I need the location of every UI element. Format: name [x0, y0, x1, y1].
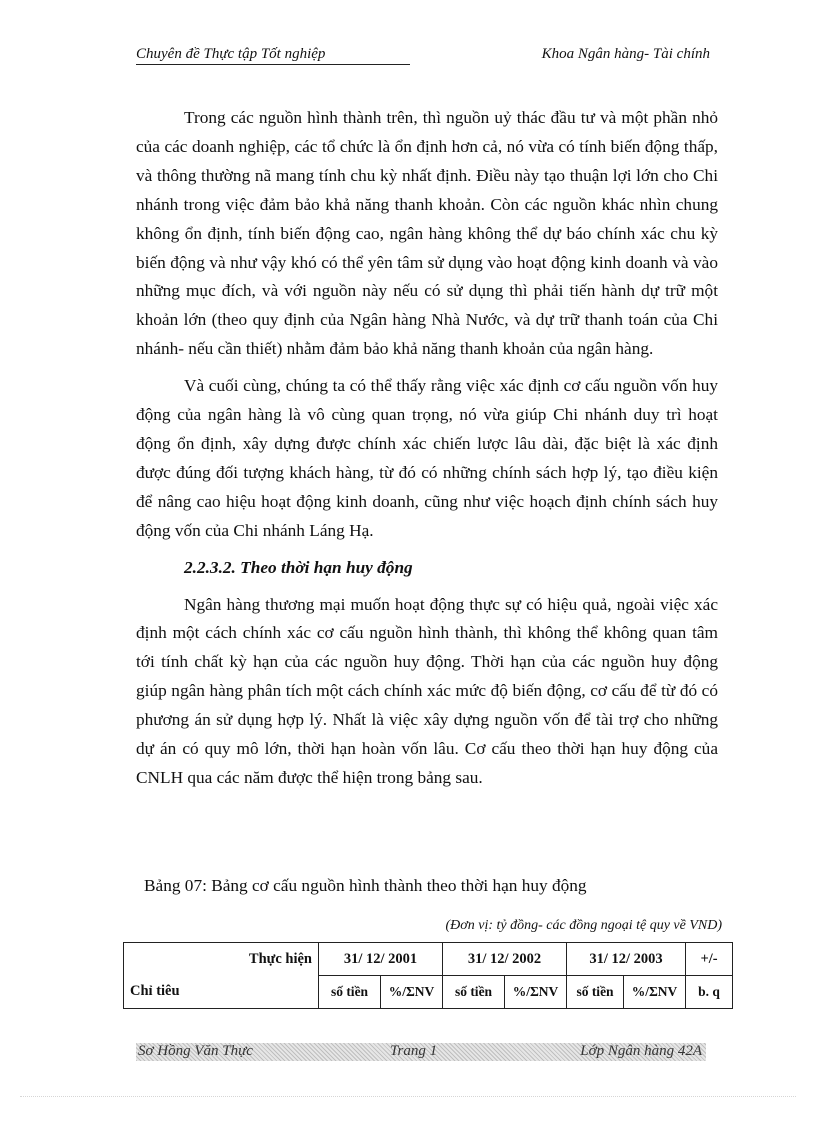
subheader-change: b. q [686, 976, 733, 1009]
footer-author: Sơ Hồng Văn Thực [138, 1043, 253, 1059]
footer-class: Lớp Ngân hàng 42A [580, 1043, 702, 1059]
header-faculty: Khoa Ngân hàng- Tài chính [541, 46, 710, 62]
year-header: 31/ 12/ 2002 [443, 943, 567, 976]
year-header: 31/ 12/ 2003 [567, 943, 686, 976]
header-title: Chuyên đề Thực tập Tốt nghiệp [136, 46, 410, 65]
paragraph: Trong các nguồn hình thành trên, thì nguồn uỷ thác đầu tư và một phần nhỏ của các doanh nghiệp, các tổ chức là ổn định hơn cả, nó vừa có tính biến động thấp, và thông thường nã mang tính chu kỳ nhất định. Điều này tạo thuận lợi lớn cho Chi nhánh trong việc đảm bảo khả năng thanh khoản. Còn các nguồn khác nhìn chung không ổn định, tính biến động cao, ngân hàng không thể dự báo chính xác chu kỳ biến động và như vậy khó có thể yên tâm sử dụng vào hoạt động kinh doanh và vào những mục đích, và với nguồn này nếu có sử dụng thì phải tiến hành dự trữ một khoản lớn (theo quy định của Ngân hàng Nhà Nước, và dự trữ thanh toán của Chi nhánh- nếu cần thiết) nhằm đảm bảo khả năng thanh khoản của ngân hàng. [136, 108, 718, 359]
paragraph: Ngân hàng thương mại muốn hoạt động thực sự có hiệu quả, ngoài việc xác định một cách chính xác cơ cấu nguồn hình thành, thì không thể không quan tâm tới tính chất kỳ hạn của các nguồn huy động. Thời hạn của các nguồn huy động giúp ngân hàng phân tích một cách chính xác mức độ biến động, cơ cấu để từ đó có phương án sử dụng hợp lý. Nhất là việc xây dựng nguồn vốn để tài trợ cho những dự án có quy mô lớn, thời hạn hoàn vốn lâu. Cơ cấu theo thời hạn huy động của CNLH qua các năm được thể hiện trong bảng sau. [136, 594, 718, 787]
page-edge-divider [20, 1096, 796, 1097]
table-caption: Bảng 07: Bảng cơ cấu nguồn hình thành theo thời hạn huy động [144, 876, 587, 895]
page-footer [136, 1043, 706, 1061]
document-body [136, 104, 718, 801]
corner-top-label: Thực hiện [248, 951, 312, 967]
subheader-amount: số tiền [567, 976, 624, 1009]
section-heading: 2.2.3.2. Theo thời hạn huy động [184, 557, 413, 577]
table-header-row [124, 943, 733, 976]
paragraph: Và cuối cùng, chúng ta có thể thấy rằng việc xác định cơ cấu nguồn vốn huy động của ngân hàng là vô cùng quan trọng, nó vừa giúp Chi nhánh duy trì hoạt động ổn định, xây dựng được chính xác chiến lược lâu dài, đặc biệt là xác định được đúng đối tượng khách hàng, từ đó có những chính sách hợp lý, tạo điều kiện để nâng cao hiệu hoạt động kinh doanh, cũng như việc hoạch định chính sách huy động vốn của Chi nhánh Láng Hạ. [136, 376, 718, 540]
subheader-percent: %/ΣNV [624, 976, 686, 1009]
subheader-percent: %/ΣNV [381, 976, 443, 1009]
year-header: 31/ 12/ 2001 [319, 943, 443, 976]
corner-cell [124, 943, 319, 1009]
data-table [123, 942, 733, 1009]
page-header [136, 46, 710, 66]
subheader-amount: số tiền [443, 976, 505, 1009]
subheader-amount: số tiền [319, 976, 381, 1009]
change-header: +/- [686, 943, 733, 976]
subheader-percent: %/ΣNV [505, 976, 567, 1009]
footer-page: Trang 1 [390, 1043, 438, 1059]
corner-bottom-label: Chỉ tiêu [130, 983, 180, 999]
table-unit-note: (Đơn vị: tỷ đồng- các đồng ngoại tệ quy về VND) [445, 918, 722, 933]
